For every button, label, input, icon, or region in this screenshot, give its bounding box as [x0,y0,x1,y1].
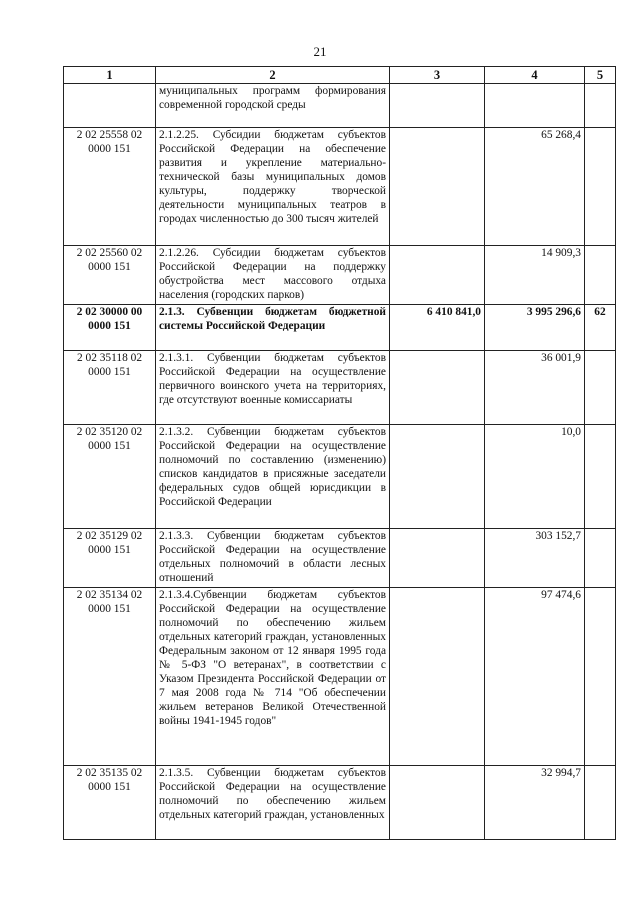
table-row [64,246,616,305]
column-header: 4 [485,67,585,84]
description-cell: 2.1.3.5. Субвенции бюджетам субъектов Российской Федерации на осуществление полномочий по обеспечению жильем отдельных категорий граждан, установленных [156,766,390,840]
percent-cell [585,766,616,840]
table-row [64,588,616,766]
percent-cell [585,246,616,305]
percent-cell [585,128,616,246]
table-row [64,351,616,425]
actual-amount-cell: 3 995 296,6 [485,305,585,351]
plan-amount-cell [390,529,485,588]
table-row [64,425,616,529]
plan-amount-cell [390,588,485,766]
description-cell: 2.1.3.1. Субвенции бюджетам субъектов Российской Федерации на осуществление первичного воинского учета на территориях, где отсутствуют военные комиссариаты [156,351,390,425]
actual-amount-cell: 36 001,9 [485,351,585,425]
plan-amount-cell [390,128,485,246]
page-number: 21 [313,44,327,59]
actual-amount-cell: 303 152,7 [485,529,585,588]
percent-cell [585,588,616,766]
actual-amount-cell: 14 909,3 [485,246,585,305]
column-header: 5 [585,67,616,84]
budget-table [63,66,616,840]
code-cell: 2 02 30000 00 0000 151 [64,305,156,351]
actual-amount-cell: 10,0 [485,425,585,529]
code-cell: 2 02 35135 02 0000 151 [64,766,156,840]
table-row [64,84,616,128]
code-cell: 2 02 35134 02 0000 151 [64,588,156,766]
code-cell [64,84,156,128]
description-cell: 2.1.2.25. Субсидии бюджетам субъектов Российской Федерации на обеспечение развития и укрепление материально-технической базы муниципальных домов культуры, поддержку творческой деятельности муниципальных театров в городах численностью до 300 тысяч жителей [156,128,390,246]
plan-amount-cell: 6 410 841,0 [390,305,485,351]
code-cell: 2 02 35120 02 0000 151 [64,425,156,529]
code-cell: 2 02 25560 02 0000 151 [64,246,156,305]
description-cell: 2.1.2.26. Субсидии бюджетам субъектов Российской Федерации на поддержку обустройства мест массового отдыха населения (городских парков) [156,246,390,305]
table-row [64,305,616,351]
description-cell: 2.1.3. Субвенции бюджетам бюджетной системы Российской Федерации [156,305,390,351]
description-cell: муниципальных программ формирования современной городской среды [156,84,390,128]
column-header: 3 [390,67,485,84]
percent-cell [585,425,616,529]
percent-cell [585,351,616,425]
percent-cell [585,529,616,588]
column-header: 2 [156,67,390,84]
column-header: 1 [64,67,156,84]
header-row [64,67,616,84]
actual-amount-cell: 65 268,4 [485,128,585,246]
actual-amount-cell [485,84,585,128]
description-cell: 2.1.3.3. Субвенции бюджетам субъектов Российской Федерации на осуществление отдельных полномочий в области лесных отношений [156,529,390,588]
plan-amount-cell [390,766,485,840]
description-cell: 2.1.3.4.Субвенции бюджетам субъектов Российской Федерации на осуществление полномочий по обеспечению жильем отдельных категорий граждан, установленных Федеральным законом от 12 января 1995 года № 5-ФЗ "О ветеранах", в соответствии с Указом Президента Российской Федерации от 7 мая 2008 года № 714 "Об обеспечении жильем ветеранов Великой Отечественной войны 1941-1945 годов" [156,588,390,766]
plan-amount-cell [390,84,485,128]
code-cell: 2 02 25558 02 0000 151 [64,128,156,246]
table-row [64,128,616,246]
actual-amount-cell: 32 994,7 [485,766,585,840]
plan-amount-cell [390,246,485,305]
percent-cell [585,84,616,128]
plan-amount-cell [390,425,485,529]
actual-amount-cell: 97 474,6 [485,588,585,766]
code-cell: 2 02 35118 02 0000 151 [64,351,156,425]
table-row [64,529,616,588]
plan-amount-cell [390,351,485,425]
percent-cell: 62 [585,305,616,351]
code-cell: 2 02 35129 02 0000 151 [64,529,156,588]
description-cell: 2.1.3.2. Субвенции бюджетам субъектов Российской Федерации на осуществление полномочий по составлению (изменению) списков кандидатов в присяжные заседатели федеральных судов общей юрисдикции в Российской Федерации [156,425,390,529]
table-row [64,766,616,840]
